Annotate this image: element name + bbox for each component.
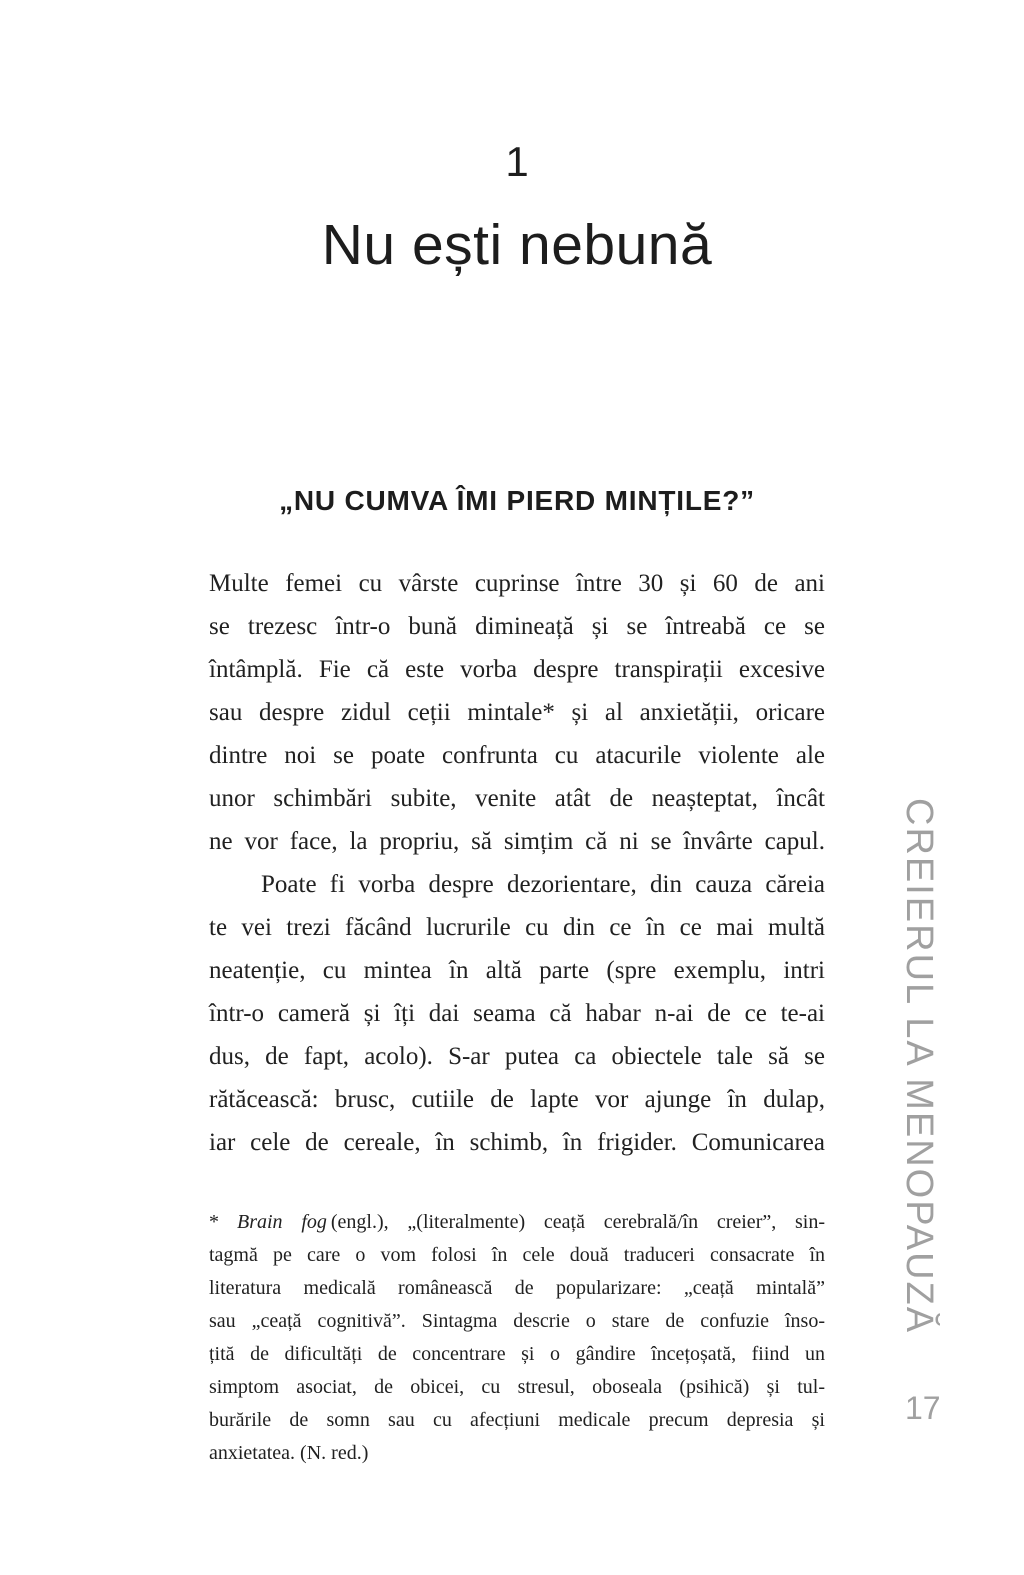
body-text [209, 562, 825, 1164]
chapter-number: 1 [505, 138, 529, 185]
chapter-title: Nu ești nebună [321, 213, 713, 277]
margin-vertical-book-title: CREIERUL LA MENOPAUZĂ [898, 798, 940, 1335]
body-line: neatenție, cu mintea în altă parte (spre exemplu, intri [209, 957, 825, 984]
footnote-line: literatura medicală românească de popularizare: „ceață mintală” [209, 1277, 825, 1299]
body-line-paragraph-start: Poate fi vorba despre dezorientare, din cauza căreia [261, 871, 825, 898]
footnote-line: simptom asociat, de obicei, cu stresul, oboseala (psihică) și tul- [209, 1376, 825, 1398]
section-heading: „NU CUMVA ÎMI PIERD MINȚILE?” [279, 485, 755, 516]
footnote-line: anxietatea. (N. red.) [209, 1442, 369, 1464]
body-line: Multe femei cu vârste cuprinse între 30 și 60 de ani [209, 570, 825, 597]
body-line: dus, de fapt, acolo). S-ar putea ca obiectele tale să se [209, 1043, 825, 1070]
body-line: într-o cameră și îți dai seama că habar n-ai de ce te-ai [209, 1000, 825, 1027]
body-line: întâmplă. Fie că este vorba despre transpirații excesive [209, 656, 825, 683]
body-line: dintre noi se poate confrunta cu atacurile violente ale [209, 742, 825, 769]
footnote-asterisk-marker: * [209, 1211, 219, 1233]
footnote-line: sau „ceață cognitivă”. Sintagma descrie o stare de confuzie înso- [209, 1310, 825, 1332]
body-line: te vei trezi făcând lucrurile cu din ce în ce mai multă [209, 914, 825, 941]
body-line: rătăcească: brusc, cutiile de lapte vor ajunge în dulap, [209, 1086, 825, 1113]
page-number: 17 [905, 1390, 941, 1426]
footnote-line [209, 1206, 825, 1239]
footnote [209, 1206, 825, 1470]
footnote-line: burările de somn sau cu afecțiuni medicale precum depresia și [209, 1409, 825, 1431]
footnote-term-italic: Brain fog [237, 1211, 327, 1233]
footnote-line: tagmă pe care o vom folosi în cele două traduceri consacrate în [209, 1244, 825, 1266]
body-line: ne vor face, la propriu, să simțim că ni se învârte capul. [209, 828, 825, 855]
footnote-line: țită de dificultăți de concentrare și o gândire încețoșată, fiind un [209, 1343, 825, 1365]
footnote-line-text: (engl.), „(literalmente) ceață cerebrală/în creier”, sin- [330, 1211, 825, 1233]
body-line: iar cele de cereale, în schimb, în frigider. Comunicarea [209, 1129, 825, 1156]
body-line: se trezesc într-o bună dimineață și se întreabă ce se [209, 613, 825, 640]
body-line: unor schimbări subite, venite atât de neașteptat, încât [209, 785, 825, 812]
body-line: sau despre zidul ceții mintale* și al anxietății, oricare [209, 699, 825, 726]
